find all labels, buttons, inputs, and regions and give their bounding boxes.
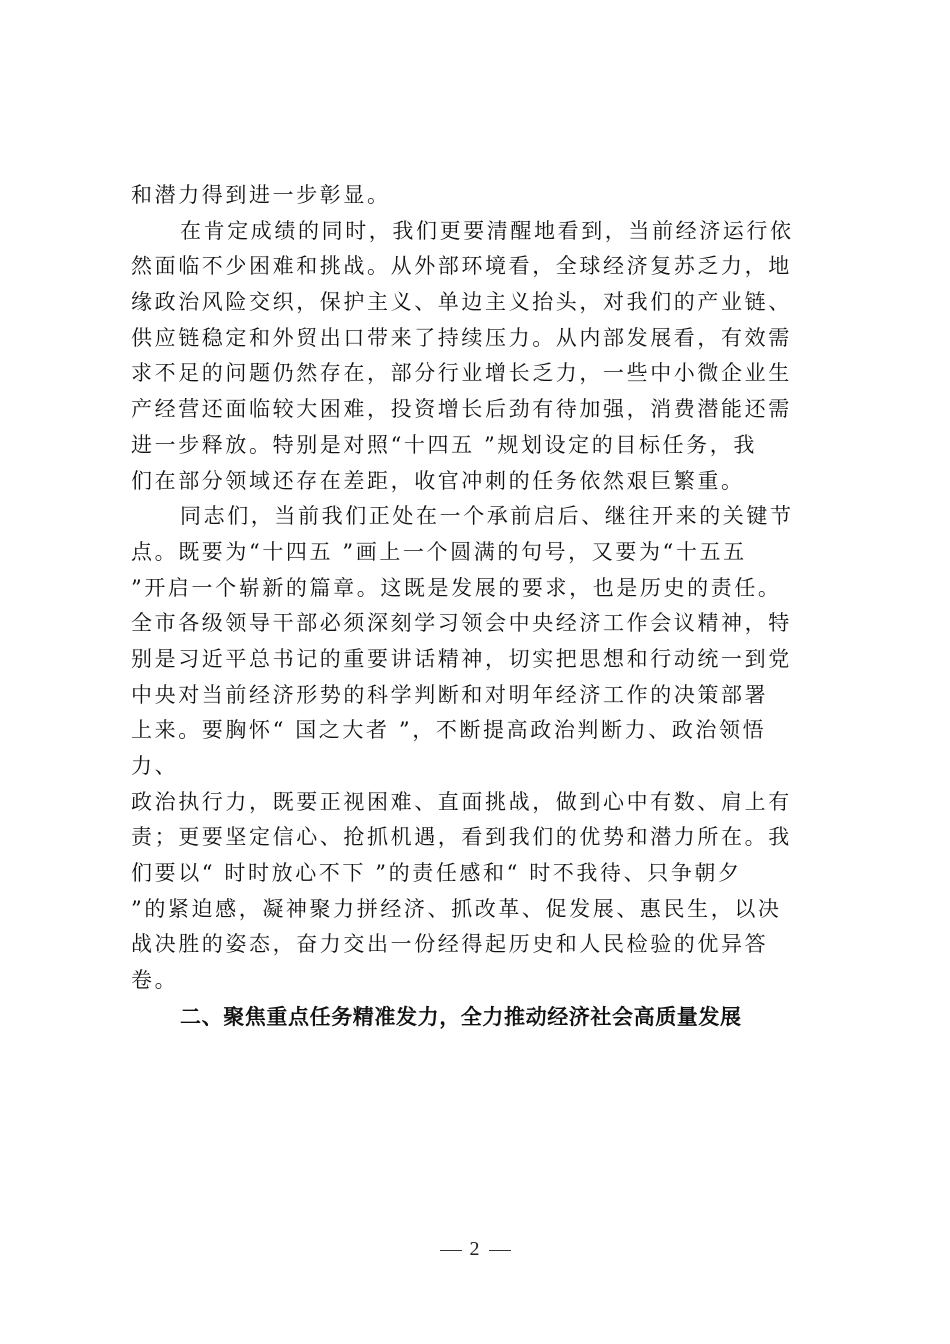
paragraph-line: 战决胜的姿态，奋力交出一份经得起历史和人民检验的优异答 <box>131 932 769 957</box>
page-footer <box>0 1238 950 1261</box>
paragraph-line: 在肯定成绩的同时，我们更要清醒地看到，当前经济运行依 <box>180 218 794 243</box>
paragraph-line: 和潜力得到进一步彰显。 <box>131 183 391 207</box>
paragraph-line: ”的紧迫感，凝神聚力拼经济、抓改革、促发展、惠民生，以决 <box>131 896 782 921</box>
paragraph-line: 们要以“ 时时放心不下 ”的责任感和“ 时不我待、只争朝夕 <box>131 861 742 886</box>
paragraph-line: 卷。 <box>131 968 179 993</box>
section-heading: 二、聚焦重点任务精准发力，全力推动经济社会高质量发展 <box>180 1004 742 1029</box>
paragraph-line: 力、 <box>131 754 179 778</box>
paragraph-line: 产经营还面临较大困难，投资增长后劲有待加强，消费潜能还需 <box>131 397 792 422</box>
paragraph-line: 缘政治风险交织，保护主义、单边主义抬头，对我们的产业链、 <box>131 290 792 315</box>
document-body <box>131 178 837 1035</box>
page-number: 2 <box>469 1238 481 1260</box>
footer-dash-right <box>489 1250 511 1251</box>
paragraph-line: 别是习近平总书记的重要讲话精神，切实把思想和行动统一到党 <box>131 646 792 671</box>
paragraph-line: 政治执行力，既要正视困难、直面挑战，做到心中有数、肩上有 <box>131 789 792 814</box>
paragraph-line: ”开启一个崭新的篇章。这既是发展的要求，也是历史的责任。 <box>131 575 782 600</box>
paragraph-line: 求不足的问题仍然存在，部分行业增长乏力，一些中小微企业生 <box>131 361 792 386</box>
paragraph-line: 同志们，当前我们正处在一个承前启后、继往开来的关键节 <box>180 504 794 529</box>
paragraph-line: 进一步释放。特别是对照“十四五 ”规划设定的目标任务，我 <box>131 432 757 457</box>
paragraph-line: 点。既要为“十四五 ”画上一个圆满的句号，又要为“十五五 <box>131 539 747 564</box>
paragraph-line: 责；更要坚定信心、抢抓机遇，看到我们的优势和潜力所在。我 <box>131 825 792 850</box>
paragraph-line: 们在部分领域还存在差距，收官冲刺的任务依然艰巨繁重。 <box>131 468 745 493</box>
paragraph-line: 然面临不少困难和挑战。从外部环境看，全球经济复苏乏力，地 <box>131 254 792 279</box>
paragraph-line: 供应链稳定和外贸出口带来了持续压力。从内部发展看，有效需 <box>131 325 792 350</box>
paragraph-line: 上来。要胸怀“ 国之大者 ”，不断提高政治判断力、政治领悟 <box>131 718 767 743</box>
footer-dash-left <box>440 1250 462 1251</box>
paragraph-line: 全市各级领导干部必须深刻学习领会中央经济工作会议精神，特 <box>131 611 792 636</box>
paragraph-line: 中央对当前经济形势的科学判断和对明年经济工作的决策部署 <box>131 682 769 707</box>
